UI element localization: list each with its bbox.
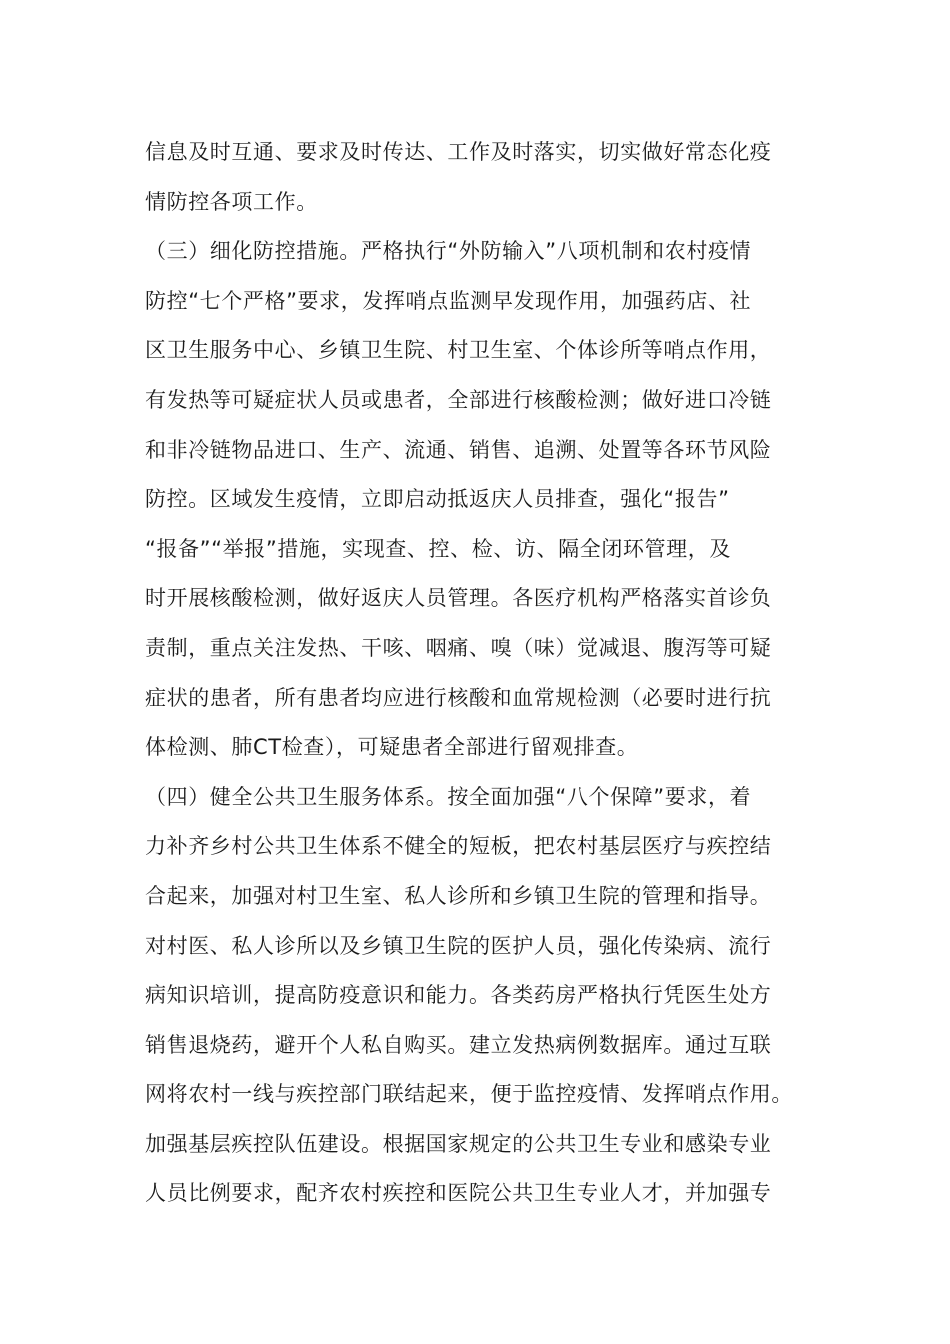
body-text [145, 128, 810, 1219]
text-line: 销售退烧药，避开个人私自购买。建立发热病例数据库。通过互联 [145, 1032, 772, 1057]
text-line: 情防控各项工作。 [145, 189, 318, 214]
text-line: 体检测、肺CT检查），可疑患者全部进行留观排查。 [145, 735, 639, 760]
text-line: 责制，重点关注发热、干咳、咽痛、嗅（味）觉减退、腹泻等可疑 [145, 635, 772, 660]
text-line: 和非冷链物品进口、生产、流通、销售、追溯、处置等各环节风险 [145, 437, 772, 462]
text-line: 症状的患者，所有患者均应进行核酸和血常规检测（必要时进行抗 [145, 685, 772, 710]
text-line: 人员比例要求，配齐农村疾控和医院公共卫生专业人才，并加强专 [145, 1181, 772, 1206]
text-line: 力补齐乡村公共卫生体系不健全的短板，把农村基层医疗与疾控结 [145, 834, 772, 859]
text-line: 时开展核酸检测，做好返庆人员管理。各医疗机构严格落实首诊负 [145, 586, 772, 611]
text-line: 网将农村一线与疾控部门联结起来，便于监控疫情、发挥哨点作用。 [145, 1082, 793, 1107]
section-heading-line: （四）健全公共卫生服务体系。按全面加强“八个保障”要求，着 [145, 784, 752, 809]
text-line: 合起来，加强对村卫生室、私人诊所和乡镇卫生院的管理和指导。 [145, 883, 772, 908]
section-heading-line: （三）细化防控措施。严格执行“外防输入”八项机制和农村疫情 [145, 239, 752, 264]
text-line: 对村医、私人诊所以及乡镇卫生院的医护人员，强化传染病、流行 [145, 933, 772, 958]
text-line: 防控“七个严格”要求，发挥哨点监测早发现作用，加强药店、社 [145, 288, 752, 313]
text-line: 有发热等可疑症状人员或患者，全部进行核酸检测；做好进口冷链 [145, 387, 772, 412]
text-line: 病知识培训，提高防疫意识和能力。各类药房严格执行凭医生处方 [145, 983, 772, 1008]
text-line: “报备”“举报”措施，实现查、控、检、访、隔全闭环管理，及 [145, 536, 731, 561]
text-line: 区卫生服务中心、乡镇卫生院、村卫生室、个体诊所等哨点作用， [145, 338, 772, 363]
text-line: 加强基层疾控队伍建设。根据国家规定的公共卫生专业和感染专业 [145, 1131, 772, 1156]
text-line: 防控。区域发生疫情，立即启动抵返庆人员排查，强化“报告” [145, 487, 730, 512]
text-line: 信息及时互通、要求及时传达、工作及时落实，切实做好常态化疫 [145, 140, 772, 164]
